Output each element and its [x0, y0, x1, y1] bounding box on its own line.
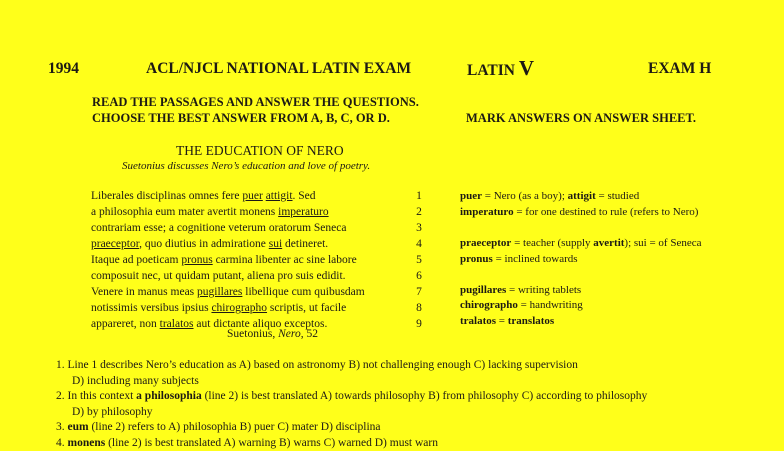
line-number: 6: [416, 270, 422, 282]
glossed-word: puer: [242, 190, 263, 202]
question-choices: (line 2) is best translated A) warning B) warns C) warned D) must warn: [105, 437, 438, 449]
exam-level-numeral: V: [518, 56, 534, 80]
glossed-word: tralatos: [159, 318, 194, 330]
glossed-word: pugillares: [197, 286, 243, 298]
gloss-term: praeceptor: [460, 237, 512, 249]
passage-text-segment: Itaque ad poeticam: [91, 254, 182, 266]
passage-line: [91, 204, 329, 220]
question-choices: (line 2) is best translated A) towards philosophy B) from philosophy C) according to philosophy: [201, 390, 648, 402]
passage-line: [91, 268, 346, 284]
line-number: 2: [416, 206, 422, 218]
gloss-term: translatos: [507, 315, 555, 327]
question-item: [56, 358, 578, 373]
gloss-definition: =: [496, 315, 508, 327]
passage-subtitle: Suetonius discusses Nero’s education and love of poetry.: [122, 160, 371, 172]
question-text: Line 1 describes Nero’s education as: [67, 359, 237, 371]
gloss-term: chirographo: [460, 299, 518, 311]
gloss-definition: = for one destined to rule (refers to Nero): [513, 206, 699, 218]
question-number: 3.: [56, 421, 65, 433]
passage-line: [91, 252, 357, 268]
passage-text-segment: detineret.: [282, 238, 329, 250]
instruction-choose: CHOOSE THE BEST ANSWER FROM A, B, C, OR D.: [92, 111, 390, 125]
gloss-definition: = Nero (as a boy);: [482, 190, 568, 202]
exam-year: 1994: [48, 60, 79, 77]
gloss-definition: = writing tablets: [506, 284, 582, 296]
gloss-entry: [460, 297, 583, 313]
question-number: 4.: [56, 437, 65, 449]
gloss-term: pronus: [460, 253, 493, 265]
gloss-definition: = teacher (supply: [511, 237, 594, 249]
passage-text-segment: libellique cum quibusdam: [242, 286, 365, 298]
question-choices-continued: D) including many subjects: [72, 375, 199, 387]
citation-author: Suetonius,: [227, 328, 279, 340]
line-number: 5: [416, 254, 422, 266]
glossed-word: imperaturo: [278, 206, 329, 218]
passage-text-segment: aut dictante aliquo exceptos.: [193, 318, 328, 330]
question-keyword: a philosophia: [136, 390, 202, 402]
gloss-entry: [460, 251, 578, 267]
gloss-term: tralatos: [460, 315, 497, 327]
question-item: [56, 389, 647, 404]
instruction-read: READ THE PASSAGES AND ANSWER THE QUESTIONS.: [92, 95, 419, 109]
gloss-term: pugillares: [460, 284, 507, 296]
gloss-entry: [460, 282, 581, 298]
gloss-entry: [460, 235, 702, 251]
passage-citation: [227, 328, 318, 340]
passage-text-segment: , quo diutius in admiratione: [139, 238, 269, 250]
glossed-word: attigit: [265, 190, 293, 202]
line-number: 9: [416, 318, 422, 330]
passage-line: [91, 236, 328, 252]
gloss-definition: ); sui = of Seneca: [624, 237, 702, 249]
gloss-entry: [460, 188, 639, 204]
passage-text-segment: notissimis versibus ipsius: [91, 302, 212, 314]
line-number: 1: [416, 190, 422, 202]
question-choices: (line 2) refers to A) philosophia B) puer C) mater D) disciplina: [88, 421, 381, 433]
gloss-definition: = handwriting: [517, 299, 583, 311]
line-number: 4: [416, 238, 422, 250]
passage-text-segment: scriptis, ut facile: [267, 302, 347, 314]
passage-line: [91, 188, 316, 204]
passage-line: [91, 284, 365, 300]
passage-title: THE EDUCATION OF NERO: [176, 143, 344, 158]
line-number: 8: [416, 302, 422, 314]
exam-level: [467, 56, 534, 81]
citation-ref: , 52: [300, 328, 318, 340]
question-choices-continued: D) by philosophy: [72, 406, 153, 418]
passage-text-segment: a philosophia eum mater avertit monens: [91, 206, 279, 218]
question-text: In this context: [67, 390, 137, 402]
glossed-word: praeceptor: [91, 238, 140, 250]
passage-text-segment: contrariam esse; a cognitione veterum oratorum Seneca: [91, 222, 347, 234]
question-number: 2.: [56, 390, 65, 402]
question-keyword: monens: [67, 437, 106, 449]
gloss-definition: = studied: [595, 190, 640, 202]
gloss-entry: [460, 204, 698, 220]
gloss-entry: [460, 313, 554, 329]
glossed-word: pronus: [181, 254, 213, 266]
passage-text-segment: Liberales disciplinas omnes fere: [91, 190, 243, 202]
question-item: [56, 420, 381, 435]
passage-line: [91, 220, 346, 236]
passage-line: [91, 300, 346, 316]
exam-title: ACL/NJCL NATIONAL LATIN EXAM: [146, 60, 412, 77]
gloss-term: attigit: [567, 190, 596, 202]
passage-text-segment: composuit nec, ut quidam putant, aliena pro suis edidit.: [91, 270, 346, 282]
glossed-word: chirographo: [211, 302, 268, 314]
gloss-definition: = inclined towards: [492, 253, 578, 265]
glossed-word: sui: [268, 238, 283, 250]
question-number: 1.: [56, 359, 65, 371]
gloss-term: imperaturo: [460, 206, 514, 218]
question-item: [56, 436, 438, 451]
line-number: 7: [416, 286, 422, 298]
passage-text-segment: . Sed: [292, 190, 316, 202]
exam-level-prefix: LATIN: [467, 62, 519, 79]
passage-text-segment: carmina libenter ac sine labore: [212, 254, 357, 266]
passage-text-segment: Venere in manus meas: [91, 286, 198, 298]
line-number: 3: [416, 222, 422, 234]
gloss-term: avertit: [593, 237, 625, 249]
instruction-mark: MARK ANSWERS ON ANSWER SHEET.: [466, 111, 697, 125]
question-choices: A) based on astronomy B) not challenging enough C) lacking supervision: [236, 359, 578, 371]
exam-code: EXAM H: [648, 60, 712, 77]
question-keyword: eum: [67, 421, 89, 433]
passage-text-segment: appareret, non: [91, 318, 160, 330]
citation-work: Nero: [278, 328, 301, 340]
gloss-term: puer: [460, 190, 482, 202]
